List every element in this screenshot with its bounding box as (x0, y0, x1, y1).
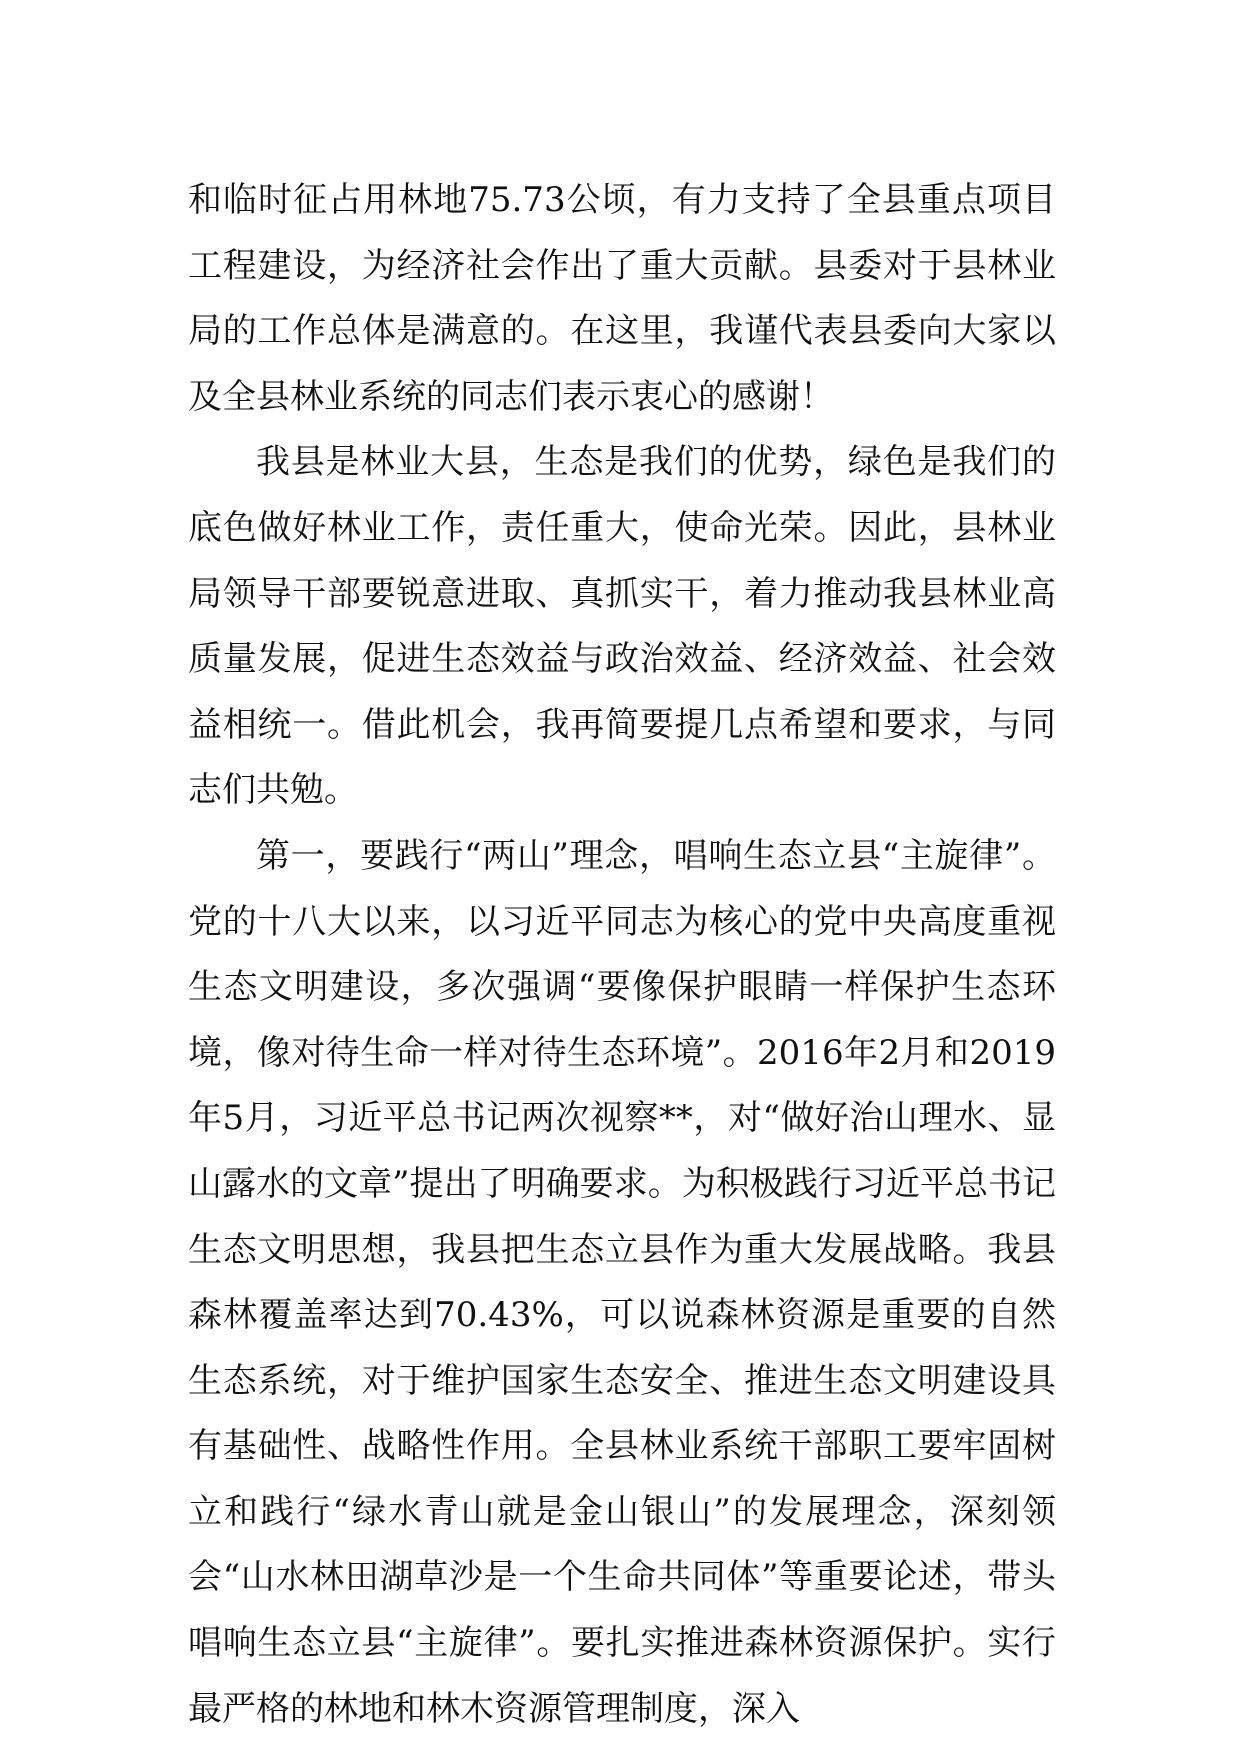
paragraph-forestry-county: 我县是林业大县，生态是我们的优势，绿色是我们的底色做好林业工作，责任重大，使命光荣。因此，县林业局领导干部要锐意进取、真抓实干，着力推动我县林业高质量发展，促进生态效益与政治效益、经济效益、社会效益相统一。借此机会，我再简要提几点希望和要求，与同志们共勉。 (188, 442, 1056, 811)
paragraph-continuation: 和临时征占用林地75.73公顷，有力支持了全县重点项目工程建设，为经济社会作出了重大贡献。县委对于县林业局的工作总体是满意的。在这里，我谨代表县委向大家以及全县林业系统的同志们表示衷心的感谢！ (188, 180, 1056, 417)
document-body (188, 168, 1056, 1742)
paragraph-first-point: 第一，要践行“两山”理念，唱响生态立县“主旋律”。党的十八大以来，以习近平同志为核心的党中央高度重视生态文明建设，多次强调“要像保护眼睛一样保护生态环境，像对待生命一样对待生态环境”。2016年2月和2019年5月，习近平总书记两次视察**，对“做好治山理水、显山露水的文章”提出了明确要求。为积极践行习近平总书记生态文明思想，我县把生态立县作为重大发展战略。我县森林覆盖率达到70.43%，可以说森林资源是重要的自然生态系统，对于维护国家生态安全、推进生态文明建设具有基础性、战略性作用。全县林业系统干部职工要牢固树立和践行“绿水青山就是金山银山”的发展理念，深刻领会“山水林田湖草沙是一个生命共同体”等重要论述，带头唱响生态立县“主旋律”。要扎实推进森林资源保护。实行最严格的林地和林木资源管理制度，深入 (188, 835, 1056, 1729)
